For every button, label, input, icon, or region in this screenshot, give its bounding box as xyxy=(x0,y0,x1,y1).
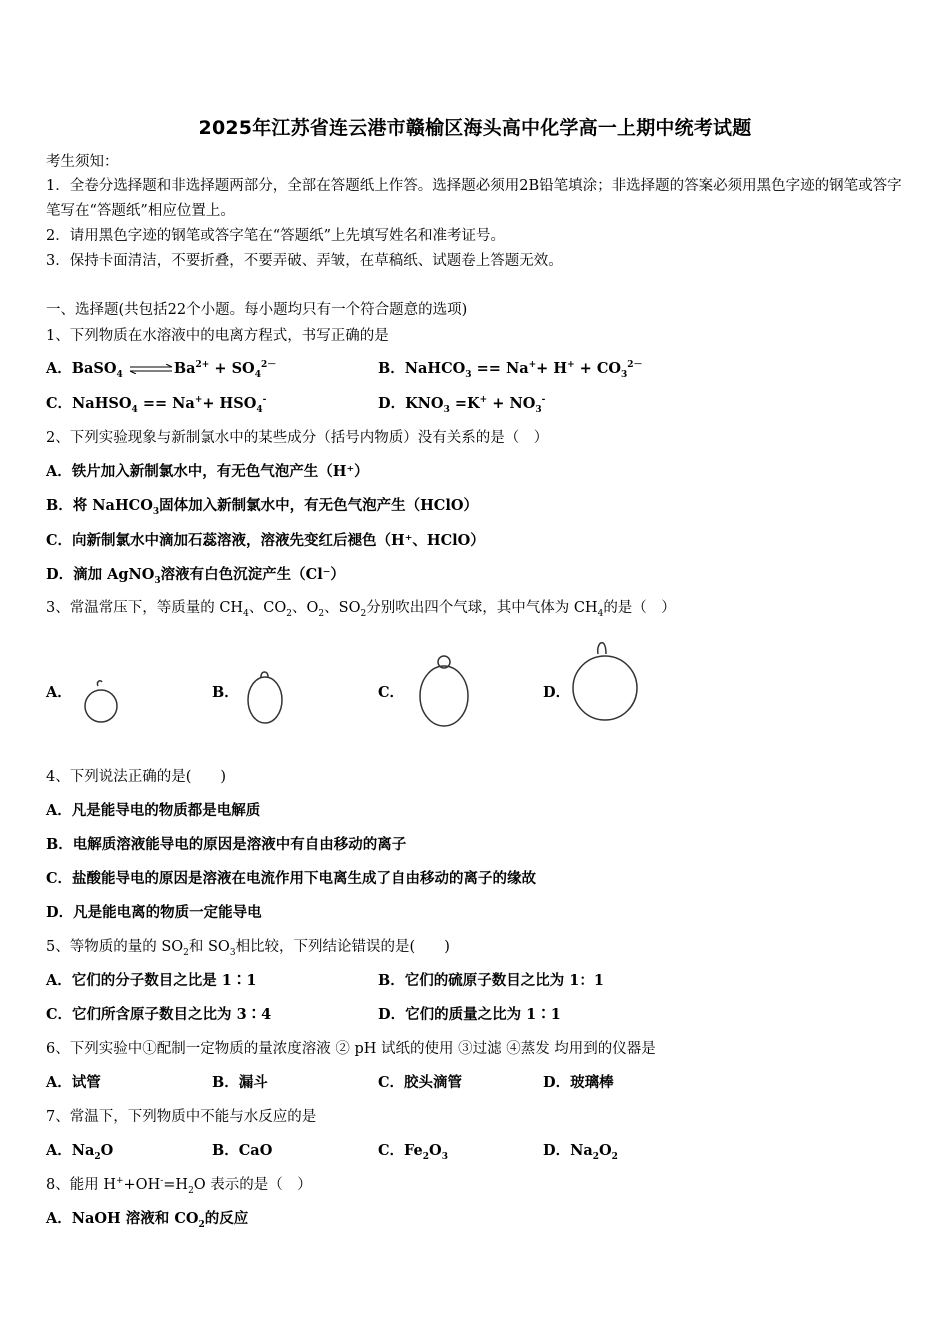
question-5-option-c: C．它们所含原子数目之比为 3∶4 xyxy=(46,1006,272,1023)
question-3-option-b: B． xyxy=(212,684,239,701)
notice-heading: 考生须知： xyxy=(46,154,119,170)
question-3-option-c: C． xyxy=(378,684,405,701)
question-5-option-b: B．它们的硫原子数目之比为 1：1 xyxy=(378,972,604,989)
page-title: 2025年江苏省连云港市赣榆区海头高中化学高一上期中统考试题 xyxy=(198,117,752,139)
question-6-stem: 6、下列实验中①配制一定物质的量浓度溶液 ② pH 试纸的使用 ③过滤 ④蒸发 均用到的仪器是 xyxy=(46,1041,656,1057)
equilibrium-arrow-icon xyxy=(128,364,174,374)
question-8-option-a: A．NaOH 溶液和 $CO_2$的反应 xyxy=(46,1210,249,1230)
question-1-stem: 1、下列物质在水溶液中的电离方程式，书写正确的是 xyxy=(46,328,389,344)
question-5-option-a: A．它们的分子数目之比是 1∶1 xyxy=(46,972,257,989)
question-6-option-c: C．胶头滴管 xyxy=(378,1074,463,1091)
notice-item-1: 1．全卷分选择题和非选择题两部分，全部在答题纸上作答。选择题必须用2B铅笔填涂；非选择题的答案必须用黑色字迹的钢笔或答字笔写在“答题纸”相应位置上。 xyxy=(46,178,902,219)
question-6-option-d: D．玻璃棒 xyxy=(543,1074,614,1091)
balloon-icon xyxy=(80,676,124,728)
question-3-stem: 3、常温常压下，等质量的 $CH_4$、$CO_2$、$O_2$、$SO_2$分别吹出四个气球，其中气体为 $CH_4$的是（ ） xyxy=(46,600,676,619)
question-7-option-c: C．$Fe_2O_3$ xyxy=(378,1142,448,1162)
question-2-option-c: C．向新制氯水中滴加石蕊溶液，溶液先变红后褪色（H⁺、HClO） xyxy=(46,532,485,549)
question-6-option-b: B．漏斗 xyxy=(212,1074,268,1091)
question-5-stem: 5、等物质的量的 $SO_2$和 $SO_3$相比较，下列结论错误的是( ) xyxy=(46,939,450,958)
question-7-option-b: B．CaO xyxy=(212,1142,273,1159)
question-7-stem: 7、常温下，下列物质中不能与水反应的是 xyxy=(46,1109,317,1125)
question-1-option-d: D．$KNO_3 =K^+ + NO_3^-$ xyxy=(378,395,546,415)
question-4-option-c: C．盐酸能导电的原因是溶液在电流作用下电离生成了自由移动的离子的缘故 xyxy=(46,870,537,887)
balloon-icon xyxy=(568,638,642,728)
question-3-option-a: A． xyxy=(46,684,72,701)
notice-item-3: 3．保持卡面清洁，不要折叠，不要弄破、弄皱，在草稿纸、试题卷上答题无效。 xyxy=(46,253,563,269)
question-2-option-b: B．将 NaHCO$_3$固体加入新制氯水中，有无色气泡产生（HClO） xyxy=(46,497,478,517)
question-4-option-d: D．凡是能电离的物质一定能导电 xyxy=(46,904,262,921)
question-4-stem: 4、下列说法正确的是( ) xyxy=(46,769,227,785)
question-7-option-a: A．$Na_2O$ xyxy=(46,1142,114,1162)
question-2-option-d: D．滴加 AgNO$_3$溶液有白色沉淀产生（Cl⁻） xyxy=(46,566,345,586)
question-5-option-d: D．它们的质量之比为 1∶1 xyxy=(378,1006,561,1023)
question-2-stem: 2、下列实验现象与新制氯水中的某些成分（括号内物质）没有关系的是（ ） xyxy=(46,430,549,446)
question-4-option-a: A．凡是能导电的物质都是电解质 xyxy=(46,802,261,819)
question-2-option-a: A．铁片加入新制氯水中，有无色气泡产生（H⁺） xyxy=(46,463,369,480)
question-1-option-b: B．NaHCO$_3$ == $Na^++ H^+ + CO_3^{2-}$ xyxy=(378,360,643,380)
balloon-icon xyxy=(414,652,474,728)
question-3-option-d: D． xyxy=(543,684,571,701)
question-7-option-d: D．$Na_2O_2$ xyxy=(543,1142,618,1162)
question-6-option-a: A．试管 xyxy=(46,1074,101,1091)
notice-item-2: 2．请用黑色字迹的钢笔或答字笔在“答题纸”上先填写姓名和准考证号。 xyxy=(46,228,506,244)
question-8-stem: 8、能用 $H^++OH^-=H_2O$ 表示的是（ ） xyxy=(46,1176,312,1196)
question-1-option-c: C．NaHSO$_4$ == $Na^++ HSO_4^-$ xyxy=(46,395,267,415)
question-4-option-b: B．电解质溶液能导电的原因是溶液中有自由移动的离子 xyxy=(46,836,407,853)
question-1-option-a: A．BaSO$_4$ $Ba^{2+} + SO_4^{2-}$ xyxy=(46,360,277,380)
section-heading: 一、选择题(共包括22个小题。每小题均只有一个符合题意的选项) xyxy=(46,302,468,318)
balloon-icon xyxy=(244,668,288,728)
